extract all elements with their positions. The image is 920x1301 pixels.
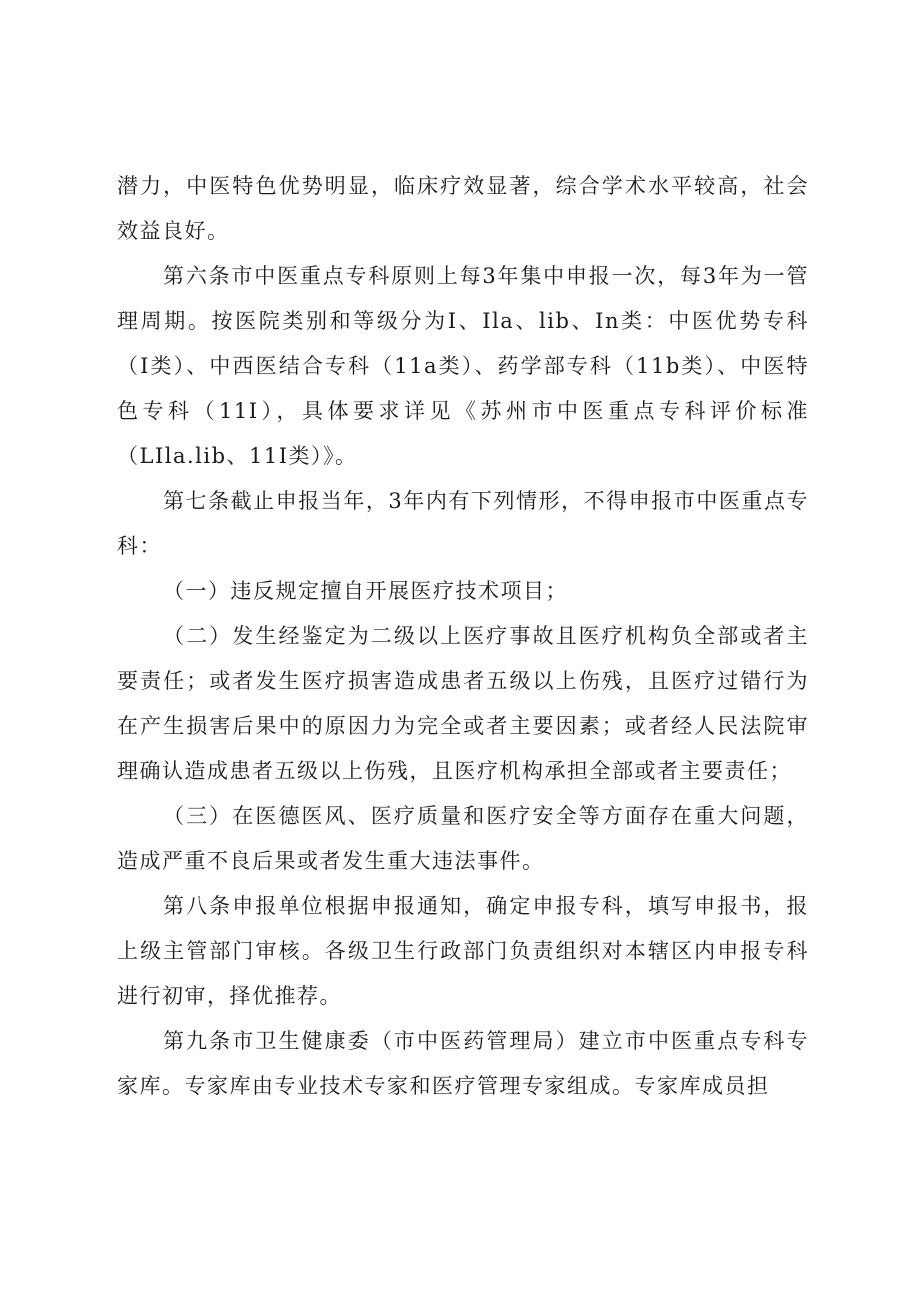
paragraph-item-1: （一）违反规定擅自开展医疗技术项目； (163, 579, 568, 603)
paragraph-article-6: 第六条市中医重点专科原则上每3年集中申报一次，每3年为一管理周期。按医院类别和等级分为I、Ila、lib、In类：中医优势专科（I类）、中西医结合专科（11a类）、药学部专科（11b类）、中医特色专科（11I），具体要求详见《苏州市中医重点专科评价标准（LIla.lib、11I类）》。 (117, 264, 809, 468)
paragraph-continuation: 潜力，中医特色优势明显，临床疗效显著，综合学术水平较高，社会效益良好。 (117, 174, 809, 243)
paragraph-item-2: （二）发生经鉴定为二级以上医疗事故且医疗机构负全部或者主要责任；或者发生医疗损害造成患者五级以上伤残，且医疗过错行为在产生损害后果中的原因力为完全或者主要因素；或者经人民法院审理确认造成患者五级以上伤残，且医疗机构承担全部或者主要责任； (117, 624, 809, 783)
paragraph-article-9: 第九条市卫生健康委（市中医药管理局）建立市中医重点专科专家库。专家库由专业技术专家和医疗管理专家组成。专家库成员担 (117, 1029, 809, 1098)
document-page (117, 164, 809, 1109)
paragraph-item-3: （三）在医德医风、医疗质量和医疗安全等方面存在重大问题，造成严重不良后果或者发生重大违法事件。 (117, 804, 809, 873)
paragraph-article-7: 第七条截止申报当年，3年内有下列情形，不得申报市中医重点专科： (117, 489, 809, 558)
paragraph-article-8: 第八条申报单位根据申报通知，确定申报专科，填写申报书，报上级主管部门审核。各级卫生行政部门负责组织对本辖区内申报专科进行初审，择优推荐。 (117, 894, 809, 1008)
